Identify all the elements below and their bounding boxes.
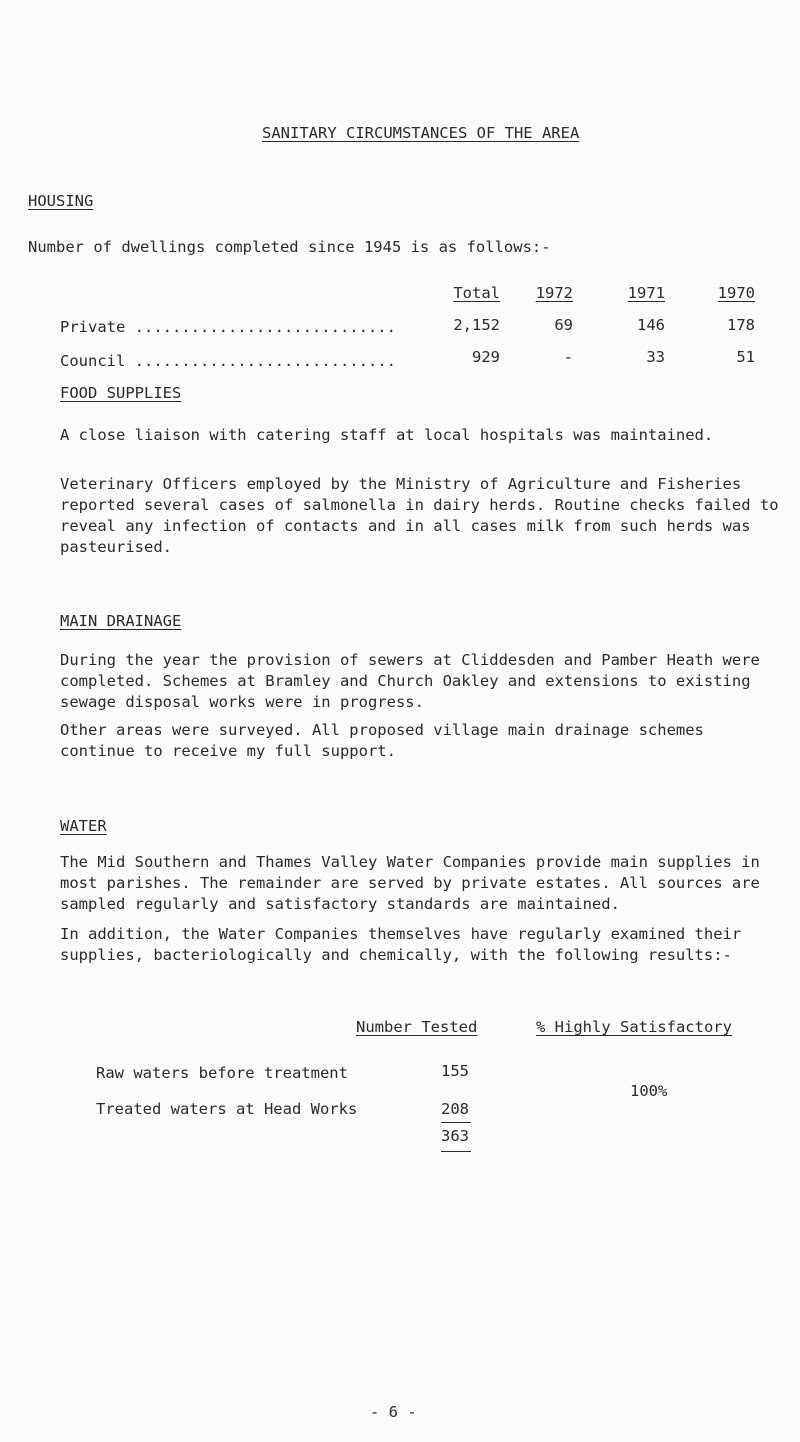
housing-col-1972: 1972 — [535, 284, 573, 302]
drainage-paragraph-1: During the year the provision of sewers at Cliddesden and Pamber Heath were completed. Schemes at Bramley and Church Oakley and extensions to existing sewage disposal works were in progress. — [60, 651, 760, 711]
food-heading: FOOD SUPPLIES — [60, 384, 182, 402]
food-paragraph-2: Veterinary Officers employed by the Ministry of Agriculture and Fisheries reported several cases of salmonella in dairy herds. Routine checks failed to reveal any infection of contacts and in all cases milk from such herds was pasteurised. — [60, 475, 779, 556]
total-rule-top — [441, 1122, 471, 1123]
total-rule-bottom — [441, 1151, 471, 1152]
council-total: 929 — [472, 348, 500, 366]
drainage-paragraph-2: Other areas were surveyed. All proposed village main drainage schemes continue to receive my full support. — [60, 721, 704, 760]
private-1972: 69 — [554, 316, 573, 334]
council-1971: 33 — [646, 348, 665, 366]
private-total: 2,152 — [453, 316, 500, 334]
page-number: - 6 - — [370, 1403, 417, 1421]
private-1970: 178 — [727, 316, 755, 334]
water-heading: WATER — [60, 817, 107, 835]
housing-heading: HOUSING — [28, 192, 94, 210]
col-number-tested: Number Tested — [356, 1018, 478, 1036]
col-highly-satisfactory: % Highly Satisfactory — [536, 1018, 732, 1036]
treated-waters-tested: 208 — [441, 1100, 469, 1118]
row-label-council: Council ............................ — [60, 352, 396, 370]
satisfactory-value: 100% — [630, 1082, 668, 1100]
row-label-raw-waters: Raw waters before treatment — [96, 1064, 348, 1082]
housing-col-total: Total — [453, 284, 500, 302]
water-paragraph-1: The Mid Southern and Thames Valley Water Companies provide main supplies in most parishes. The remainder are served by private estates. All sources are sampled regularly and satisfactory standards are maintained. — [60, 853, 760, 913]
council-1970: 51 — [736, 348, 755, 366]
council-1972: - — [563, 348, 573, 366]
private-1971: 146 — [637, 316, 665, 334]
housing-col-1971: 1971 — [627, 284, 665, 302]
housing-col-1970: 1970 — [717, 284, 755, 302]
row-label-treated-waters: Treated waters at Head Works — [96, 1100, 358, 1118]
housing-intro: Number of dwellings completed since 1945 is as follows:- — [28, 238, 551, 256]
total-tested: 363 — [441, 1127, 469, 1145]
water-paragraph-2: In addition, the Water Companies themselves have regularly examined their supplies, bacteriologically and chemically, with the following results:- — [60, 925, 742, 964]
drainage-heading: MAIN DRAINAGE — [60, 612, 182, 630]
page-title: SANITARY CIRCUMSTANCES OF THE AREA — [262, 124, 580, 142]
row-label-private: Private ............................ — [60, 318, 396, 336]
food-paragraph-1: A close liaison with catering staff at local hospitals was maintained. — [60, 426, 714, 444]
raw-waters-tested: 155 — [441, 1062, 469, 1080]
